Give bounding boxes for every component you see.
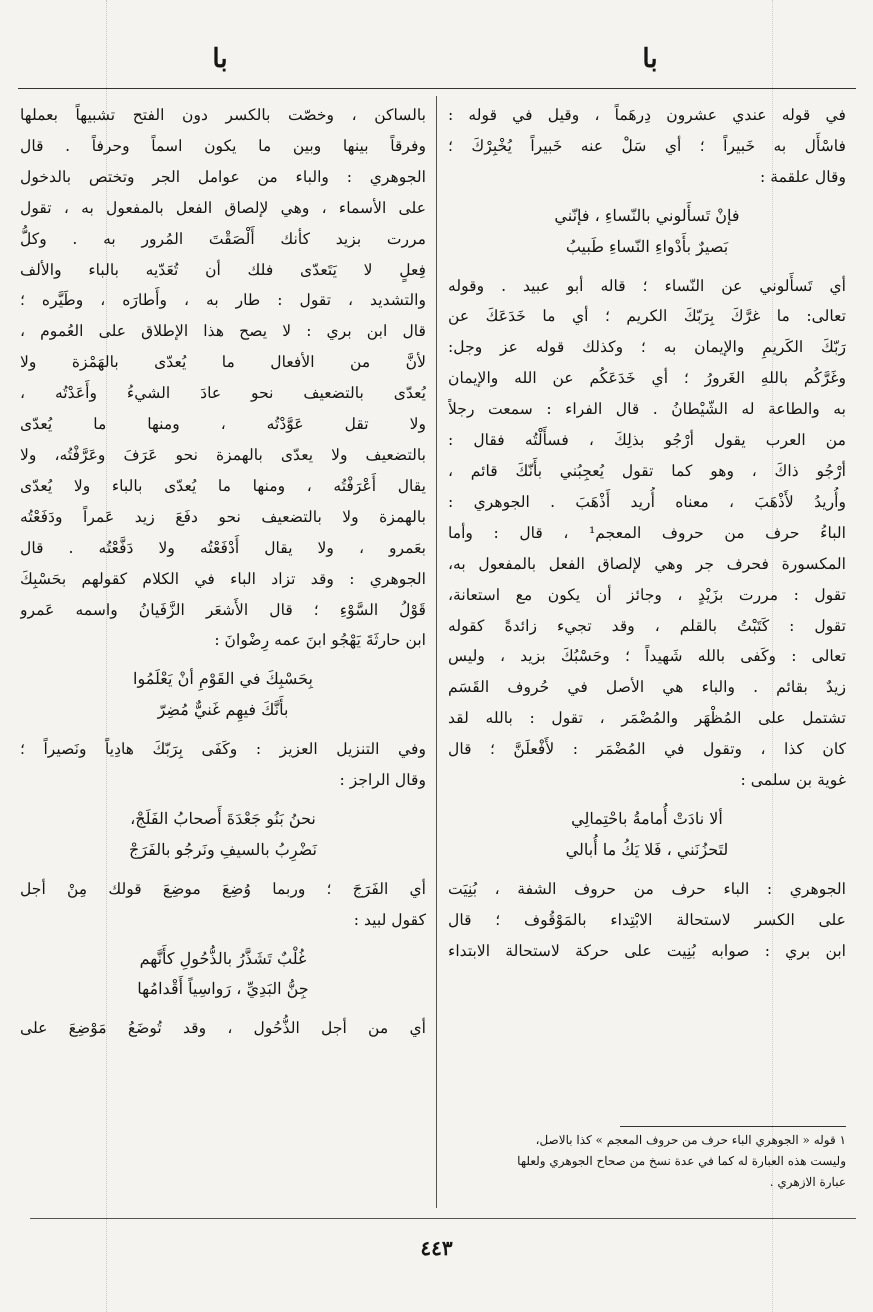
- text-line: من العرب يقول أرْجُو بذلِكَ ، فسأَلْتُه فقال :: [448, 431, 846, 450]
- verse-line: جِنُّ البَدِيِّ ، رَواسِياً أَقْدامُها: [137, 979, 309, 999]
- text-line: على الأسماء ، وهي لإلصاق الفعل بالمفعول به ، تقول: [20, 198, 426, 217]
- text-line: بالساكن ، وخصّت بالكسر دون الفتح تشبيهاً بعملها: [20, 106, 426, 124]
- text-line: الباءُ حرف من حروف المعجم¹ ، قال : وأما: [448, 523, 846, 542]
- footer-rule: [30, 1218, 856, 1219]
- text-line: يُعدّى بالتضعيف نحو عادَ الشيءُ وأَعَدْتُه ،: [20, 384, 426, 403]
- text-line: تقول : كَتَبْتُ بالقلم ، وقد تجيء زائدةً كقوله: [448, 616, 846, 635]
- verse: [20, 944, 426, 1006]
- running-header-left: با: [212, 44, 228, 74]
- text-line: ولا تقل عَوَّدْتُه ، ومنها ما يُعدّى: [20, 415, 426, 434]
- text-line: تقول : مررت بزَيْدٍ ، وجائز أن يكون مع استعانة،: [448, 585, 846, 604]
- verse-line: بأَنَّكَ فيهِم غَنيٌّ مُضِرّ: [157, 700, 289, 720]
- text-line: المكسورة فحرف جر وهي لإلصاق الفعل بالمفعول به،: [448, 554, 846, 573]
- text-line: وقال علقمة :: [760, 167, 846, 186]
- verse-line: بَصيرٌ بأَدْواءِ النّساءِ طَبيبُ: [565, 236, 729, 256]
- text-block: [448, 874, 846, 967]
- text-block: [448, 271, 846, 796]
- text-line: وقال الراجز :: [339, 771, 426, 790]
- text-block: [20, 1013, 426, 1044]
- text-line: ابن بري : صوابه بُنِيت على حركة لاستحالة الابتداء: [448, 941, 846, 960]
- footnote-rule: [620, 1126, 846, 1127]
- text-line: كقول لبيد :: [353, 910, 426, 929]
- footnote-line: ١ قوله « الجوهري الباء حرف من حروف المعجم » كذا بالاصل،: [535, 1133, 846, 1147]
- verse: [20, 664, 426, 726]
- text-line: لأنَّ من الأفعال ما يُعدّى بالهَمْزة ولا: [20, 353, 426, 372]
- footnote-line: وليست هذه العبارة له كما في عدة نسخ من صحاح الجوهري ولعلها: [517, 1154, 846, 1168]
- text-line: يقال أَعْرَفْتُه ، ومنها ما يُعدّى بالباء ولا يُعدّى: [20, 476, 426, 495]
- verse: [448, 804, 846, 866]
- text-line: أي من أجل الذُّحُول ، وقد تُوضَعُ مَوْضِعَ على: [20, 1019, 426, 1038]
- verse-line: فإنْ تَسأَلوني بالنّساءِ ، فإنّني: [554, 205, 740, 225]
- page-number: ٤٤٣: [420, 1236, 453, 1260]
- text-line: قَوْلُ السَّوْءِ ؛ قال الأَشعَر الزَّفَيانُ واسمه عَمرو: [20, 600, 426, 619]
- text-line: فِعلٍ لا يَتَعدّى فلك أن تُعَدّيه بالباء والألف: [20, 260, 426, 279]
- right-column: [448, 100, 846, 966]
- text-line: تشتمل على المُظْهَر والمُضْمَر ، تقول : بالله لقد: [448, 709, 846, 728]
- text-line: قال ابن بري : لا يصح هذا الإطلاق على العُموم ،: [20, 322, 426, 341]
- footnote-line: عبارة الازهري .: [769, 1175, 846, 1189]
- text-line: على الكسر لاستحالة الابْتِداء بالمَوْقُوف ؛ قال: [448, 910, 846, 929]
- text-line: وفرقاً بينها وبين ما يكون اسماً وحرفاً . قال: [20, 136, 426, 155]
- text-line: فاسْأَل به خَبيراً ؛ أي سَلْ عنه خَبيراً يُخْبِرْكَ ؛: [448, 136, 846, 155]
- text-line: في قوله عندي عشرون دِرهَماً ، وقيل في قوله :: [448, 106, 846, 124]
- text-line: أرْجُو ذاكَ ، وهو كما تقول يُعجِبُني بأَنّكَ قائم ،: [448, 461, 846, 480]
- text-line: الجوهري : والباء من عوامل الجر وتختص بالدخول: [20, 167, 426, 186]
- text-line: تعالى : وكَفى بالله شَهيداً ؛ وحَسْبُكَ بزيد ، وليس: [448, 647, 846, 666]
- text-line: أي الفَرَجَ ؛ وربما وُضِعَ موضِعَ قولك مِنْ أجل: [20, 879, 426, 898]
- text-line: بعَمرو ، ولا يقال أَدْفَعْتُه ولا دَفَّعْتُه . قال: [20, 538, 426, 557]
- verse-line: نحنُ بَنُو جَعْدَةَ أَصحابُ الفَلَجْ،: [130, 808, 316, 828]
- text-line: مررت بزيد كأنك أَلْصَقْتَ المُرور به . وكلُّ: [20, 229, 426, 248]
- text-line: به والطاعة له الشّيْطانُ . قال الفراء : سمعت رجلاً: [448, 400, 846, 419]
- verse: [448, 201, 846, 263]
- text-line: كان كذا ، وتقول في المُضْمَر : لأَفْعلَنَّ ؛ قال: [448, 740, 846, 759]
- text-block: [448, 100, 846, 193]
- text-line: وفي التنزيل العزيز : وكَفَى بِرَبّكَ هادِياً ونَصيراً ؛: [20, 740, 426, 759]
- text-line: والتشديد ، تقول : طار به ، وأَطارَه ، وطَيَّره ؛: [20, 291, 426, 310]
- text-block: [20, 100, 426, 656]
- text-line: بالتضعيف ولا يعدّى بالهمزة نحو عَرَفَ وعَرَّفْتُه، ولا: [20, 445, 426, 464]
- text-line: زيدٌ بقائم . والباء هي الأصل في حُروف القَسَم: [448, 678, 846, 697]
- verse-line: بِحَسْبِكَ في القَوْمِ أنْ يَعْلَمُوا: [133, 669, 313, 689]
- left-column: [20, 100, 426, 1044]
- footnote: [448, 1130, 846, 1193]
- text-line: أي تَسأَلوني عن النّساء ؛ قاله أبو عبيد . وقوله: [448, 276, 846, 295]
- verse-line: ألا نادَتْ أُمامةُ باحْتِمالِي: [571, 808, 723, 828]
- text-block: [20, 734, 426, 796]
- text-block: [20, 874, 426, 936]
- header-rule: [18, 88, 856, 89]
- text-line: الجوهري : وقد تزاد الباء في الكلام كقولهم بحَسْبِكَ: [20, 569, 426, 588]
- verse-line: لتَحزُنَني ، فَلا يَكُ ما أُبالي: [565, 839, 729, 859]
- text-line: تعالى: ما غرَّكَ بِرَبّكَ الكريم ؛ أي ما خَدَعَكَ عن: [448, 307, 846, 326]
- running-header-right: با: [642, 44, 658, 74]
- text-line: بالهمزة ولا بالتضعيف نحو دفَعَ زيد عَمراً ودَفَعْتُه: [20, 507, 426, 526]
- verse-line: غُلْبٌ تَشَذَّرُ بالذُّحُولِ كأَنَّهم: [139, 948, 307, 968]
- text-line: رَبّكَ الكَريمِ والإيمان به ؛ وكذلك قوله عز وجل:: [448, 338, 846, 357]
- text-line: وأُريدُ لأَذْهَبَ ، معناه أُريد أَذْهَبَ . الجوهري :: [448, 492, 846, 511]
- text-line: الجوهري : الباء حرف من حروف الشفة ، بُنِيَت: [448, 879, 846, 898]
- verse: [20, 804, 426, 866]
- text-line: وغَرَّكُم باللهِ الغَرورُ ؛ أي خَدَعَكُم عن الله والإيمان: [448, 369, 846, 388]
- column-divider: [436, 96, 437, 1208]
- text-line: غوية بن سلمى :: [740, 771, 846, 790]
- text-line: ابن حارثَةَ يَهْجُو ابنَ عمه رِضْوانَ :: [214, 631, 426, 650]
- verse-line: نَضْرِبُ بالسيفِ ونَرجُو بالفَرَجْ: [129, 839, 317, 859]
